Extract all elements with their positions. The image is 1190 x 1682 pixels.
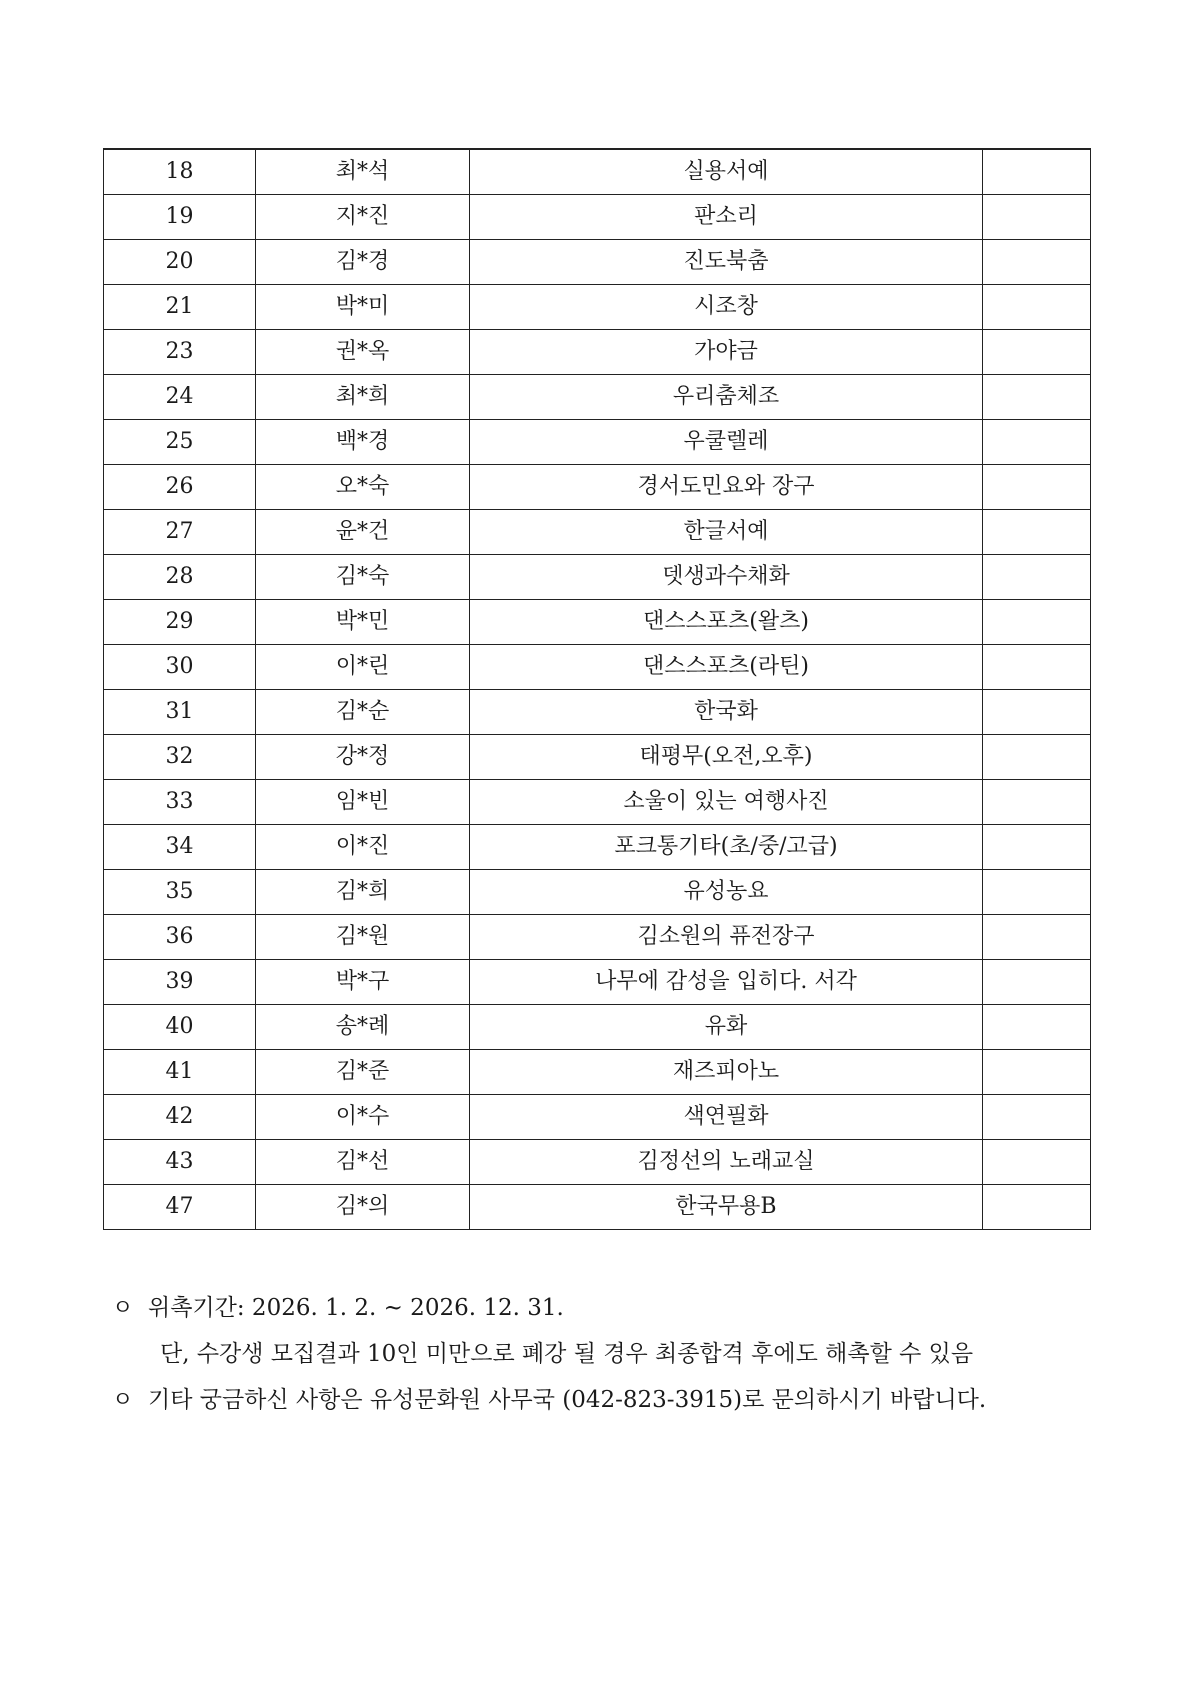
condition-note — [160, 1335, 973, 1368]
instructor-list-table — [103, 148, 1091, 1230]
table-row — [104, 1050, 1091, 1095]
course-cell: 한국무용B — [470, 1185, 983, 1230]
course-cell: 경서도민요와 장구 — [470, 465, 983, 510]
row-number-cell: 39 — [104, 960, 256, 1005]
row-number-cell: 18 — [104, 149, 256, 195]
note-cell — [983, 825, 1091, 870]
table-row — [104, 465, 1091, 510]
name-cell: 오*숙 — [256, 465, 470, 510]
table-row — [104, 240, 1091, 285]
note-cell — [983, 960, 1091, 1005]
contact-text: 기타 궁금하신 사항은 유성문화원 사무국 (042-823-3915)로 문의하시기 바랍니다. — [148, 1387, 987, 1413]
table-row — [104, 330, 1091, 375]
period-note — [112, 1289, 564, 1322]
name-cell: 지*진 — [256, 195, 470, 240]
table-body — [104, 149, 1091, 1230]
name-cell: 김*희 — [256, 870, 470, 915]
name-cell: 박*민 — [256, 600, 470, 645]
row-number-cell: 27 — [104, 510, 256, 555]
note-cell — [983, 149, 1091, 195]
course-cell: 포크통기타(초/중/고급) — [470, 825, 983, 870]
name-cell: 김*의 — [256, 1185, 470, 1230]
name-cell: 백*경 — [256, 420, 470, 465]
table-row — [104, 780, 1091, 825]
note-cell — [983, 1050, 1091, 1095]
note-cell — [983, 240, 1091, 285]
table-row — [104, 825, 1091, 870]
name-cell: 김*경 — [256, 240, 470, 285]
row-number-cell: 25 — [104, 420, 256, 465]
table-row — [104, 1095, 1091, 1140]
name-cell: 이*진 — [256, 825, 470, 870]
note-cell — [983, 780, 1091, 825]
row-number-cell: 21 — [104, 285, 256, 330]
note-cell — [983, 510, 1091, 555]
row-number-cell: 34 — [104, 825, 256, 870]
course-cell: 색연필화 — [470, 1095, 983, 1140]
note-cell — [983, 375, 1091, 420]
row-number-cell: 30 — [104, 645, 256, 690]
note-cell — [983, 195, 1091, 240]
note-cell — [983, 420, 1091, 465]
name-cell: 김*순 — [256, 690, 470, 735]
row-number-cell: 41 — [104, 1050, 256, 1095]
course-cell: 진도북춤 — [470, 240, 983, 285]
course-cell: 한글서예 — [470, 510, 983, 555]
row-number-cell: 47 — [104, 1185, 256, 1230]
table-row — [104, 960, 1091, 1005]
note-cell — [983, 1185, 1091, 1230]
course-cell: 우리춤체조 — [470, 375, 983, 420]
row-number-cell: 43 — [104, 1140, 256, 1185]
row-number-cell: 33 — [104, 780, 256, 825]
bullet-icon: ㅇ — [112, 1296, 134, 1321]
name-cell: 최*석 — [256, 149, 470, 195]
table-row — [104, 1185, 1091, 1230]
bullet-icon: ㅇ — [112, 1388, 134, 1413]
table-row — [104, 1140, 1091, 1185]
table-row — [104, 149, 1091, 195]
course-cell: 실용서예 — [470, 149, 983, 195]
table-row — [104, 195, 1091, 240]
instructor-list-table-wrapper — [103, 148, 1090, 1230]
row-number-cell: 20 — [104, 240, 256, 285]
course-cell: 뎃생과수채화 — [470, 555, 983, 600]
note-cell — [983, 1095, 1091, 1140]
note-cell — [983, 1140, 1091, 1185]
name-cell: 박*미 — [256, 285, 470, 330]
row-number-cell: 40 — [104, 1005, 256, 1050]
row-number-cell: 31 — [104, 690, 256, 735]
table-row — [104, 870, 1091, 915]
name-cell: 박*구 — [256, 960, 470, 1005]
name-cell: 권*옥 — [256, 330, 470, 375]
note-cell — [983, 555, 1091, 600]
table-row — [104, 735, 1091, 780]
name-cell: 이*린 — [256, 645, 470, 690]
course-cell: 가야금 — [470, 330, 983, 375]
table-row — [104, 915, 1091, 960]
row-number-cell: 36 — [104, 915, 256, 960]
note-cell — [983, 285, 1091, 330]
note-cell — [983, 690, 1091, 735]
table-row — [104, 285, 1091, 330]
name-cell: 임*빈 — [256, 780, 470, 825]
course-cell: 김정선의 노래교실 — [470, 1140, 983, 1185]
row-number-cell: 24 — [104, 375, 256, 420]
name-cell: 송*례 — [256, 1005, 470, 1050]
note-cell — [983, 330, 1091, 375]
row-number-cell: 28 — [104, 555, 256, 600]
course-cell: 유성농요 — [470, 870, 983, 915]
name-cell: 최*희 — [256, 375, 470, 420]
table-row — [104, 375, 1091, 420]
name-cell: 이*수 — [256, 1095, 470, 1140]
course-cell: 우쿨렐레 — [470, 420, 983, 465]
course-cell: 판소리 — [470, 195, 983, 240]
table-row — [104, 420, 1091, 465]
course-cell: 시조창 — [470, 285, 983, 330]
row-number-cell: 23 — [104, 330, 256, 375]
name-cell: 강*정 — [256, 735, 470, 780]
condition-text: 단, 수강생 모집결과 10인 미만으로 폐강 될 경우 최종합격 후에도 해촉할 수 있음 — [160, 1341, 974, 1367]
note-cell — [983, 465, 1091, 510]
table-row — [104, 690, 1091, 735]
table-row — [104, 510, 1091, 555]
course-cell: 나무에 감성을 입히다. 서각 — [470, 960, 983, 1005]
note-cell — [983, 915, 1091, 960]
table-row — [104, 645, 1091, 690]
course-cell: 김소원의 퓨전장구 — [470, 915, 983, 960]
course-cell: 댄스스포츠(왈츠) — [470, 600, 983, 645]
period-text: 위촉기간: 2026. 1. 2. ~ 2026. 12. 31. — [148, 1295, 564, 1321]
table-row — [104, 555, 1091, 600]
row-number-cell: 29 — [104, 600, 256, 645]
row-number-cell: 26 — [104, 465, 256, 510]
table-row — [104, 1005, 1091, 1050]
name-cell: 김*선 — [256, 1140, 470, 1185]
row-number-cell: 35 — [104, 870, 256, 915]
name-cell: 김*준 — [256, 1050, 470, 1095]
note-cell — [983, 1005, 1091, 1050]
row-number-cell: 19 — [104, 195, 256, 240]
table-row — [104, 600, 1091, 645]
note-cell — [983, 645, 1091, 690]
note-cell — [983, 870, 1091, 915]
course-cell: 한국화 — [470, 690, 983, 735]
name-cell: 김*숙 — [256, 555, 470, 600]
row-number-cell: 32 — [104, 735, 256, 780]
course-cell: 댄스스포츠(라틴) — [470, 645, 983, 690]
course-cell: 소울이 있는 여행사진 — [470, 780, 983, 825]
name-cell: 김*원 — [256, 915, 470, 960]
contact-note — [112, 1381, 986, 1414]
course-cell: 재즈피아노 — [470, 1050, 983, 1095]
course-cell: 유화 — [470, 1005, 983, 1050]
row-number-cell: 42 — [104, 1095, 256, 1140]
note-cell — [983, 735, 1091, 780]
course-cell: 태평무(오전,오후) — [470, 735, 983, 780]
name-cell: 윤*건 — [256, 510, 470, 555]
note-cell — [983, 600, 1091, 645]
